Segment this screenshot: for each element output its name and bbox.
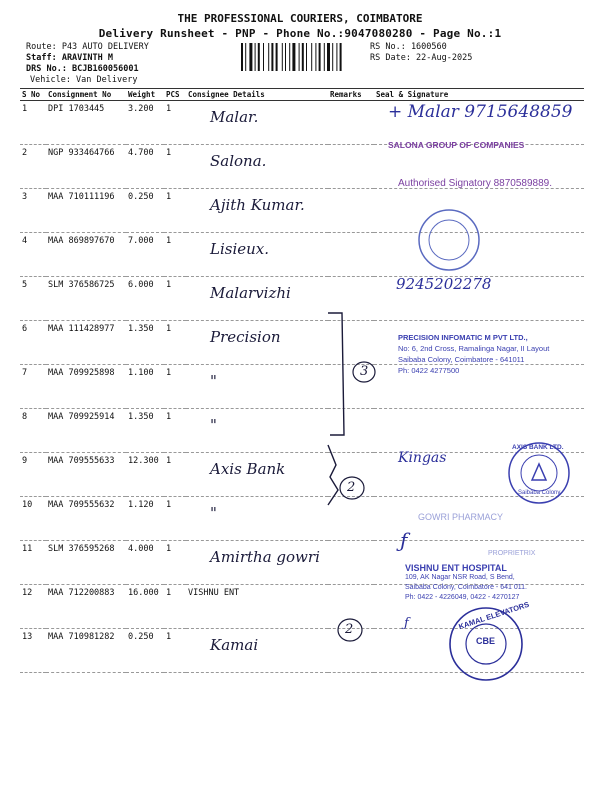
barcode-bar [315, 43, 316, 71]
barcode-bar [292, 43, 295, 71]
consignee-handwritten: Precision [210, 328, 281, 346]
barcode-bar [289, 43, 290, 71]
cell-weight: 16.000 [126, 585, 164, 629]
cell-sno: 5 [20, 277, 46, 321]
phone-row5: 9245202278 [396, 275, 492, 293]
cell-weight: 12.300 [126, 453, 164, 497]
barcode-bar [282, 43, 283, 71]
consignee-typed: VISHNU ENT [188, 588, 240, 598]
cell-sno: 6 [20, 321, 46, 365]
remarks-brackets [300, 305, 380, 645]
cell-remarks [328, 101, 374, 145]
cell-consignee [186, 101, 328, 145]
cell-pcs: 1 [164, 409, 186, 453]
consignee-handwritten: " [210, 372, 217, 390]
cell-consignment: DPI 1703445 [46, 101, 126, 145]
cell-consignment: SLM 376586725 [46, 277, 126, 321]
consignee-handwritten: Amirtha gowri [210, 548, 320, 566]
cell-pcs: 1 [164, 585, 186, 629]
barcode-bar [255, 43, 256, 71]
cell-pcs: 1 [164, 497, 186, 541]
salona-stamp: SALONA GROUP OF COMPANIES [388, 140, 525, 150]
axis-seal-sub: Saibaba Colony [518, 490, 561, 496]
cell-pcs: 1 [164, 101, 186, 145]
signature-row1: + Malar 9715648859 [388, 102, 573, 122]
staff-text: Staff: ARAVINTH M [26, 53, 113, 63]
barcode-bar [340, 43, 342, 71]
cell-consignment: NGP 933464766 [46, 145, 126, 189]
cell-weight: 3.200 [126, 101, 164, 145]
cell-consignment: MAA 709925898 [46, 365, 126, 409]
runsheet-title: Delivery Runsheet - PNP - Phone No.:9047080280 - Page No.:1 [98, 27, 502, 40]
consignee-handwritten: Axis Bank [210, 460, 286, 478]
remark-mark-3: 2 [345, 622, 354, 637]
cell-consignment: MAA 712200883 [46, 585, 126, 629]
col-remarks: Remarks [328, 89, 374, 101]
barcode-bar [324, 43, 325, 71]
cell-remarks [328, 145, 374, 189]
cell-consignment: SLM 376595268 [46, 541, 126, 585]
axis-seal-text: AXIS BANK LTD. [512, 444, 564, 451]
cell-consignee [186, 233, 328, 277]
barcode-bar [276, 43, 278, 71]
consignee-handwritten: Kamai [210, 636, 259, 654]
cell-sno: 10 [20, 497, 46, 541]
rs-number: RS No.: 1600560 [370, 42, 447, 52]
cell-pcs: 1 [164, 365, 186, 409]
cell-sno: 9 [20, 453, 46, 497]
consignee-handwritten: " [210, 416, 217, 434]
consignee-handwritten: Lisieux. [210, 240, 270, 258]
barcode-bar [306, 43, 307, 71]
cell-consignee [186, 189, 328, 233]
route-text: Route: P43 AUTO DELIVERY [26, 42, 149, 52]
col-consignment: Consignment No [46, 89, 126, 101]
cell-sno: 13 [20, 629, 46, 673]
kamal-center-text: CBE [476, 636, 496, 646]
barcode-bar [258, 43, 260, 71]
cell-weight: 0.250 [126, 189, 164, 233]
barcode-bar [327, 43, 330, 71]
remark-mark-2: 2 [347, 480, 356, 495]
consignee-handwritten: Salona. [210, 152, 267, 170]
cell-pcs: 1 [164, 321, 186, 365]
meta-right [370, 42, 472, 64]
col-sno: S No [20, 89, 46, 101]
cell-sno: 12 [20, 585, 46, 629]
consignee-handwritten: Malarvizhi [210, 284, 291, 302]
cell-weight: 1.100 [126, 365, 164, 409]
meta-left [26, 42, 149, 86]
authorised-stamp: Authorised Signatory 8870589889. [398, 178, 553, 189]
pharmacy-stamp: GOWRI PHARMACY [418, 512, 504, 522]
barcode-bar [311, 43, 312, 71]
cell-pcs: 1 [164, 453, 186, 497]
cell-weight: 0.250 [126, 629, 164, 673]
barcode-bar [285, 43, 286, 71]
cell-consignment: MAA 710981282 [46, 629, 126, 673]
barcode [240, 43, 366, 71]
table-row [20, 189, 584, 233]
cell-sno: 2 [20, 145, 46, 189]
barcode-bar [299, 43, 300, 71]
cell-pcs: 1 [164, 233, 186, 277]
barcode-bar [302, 43, 304, 71]
cell-weight: 7.000 [126, 233, 164, 277]
cell-remarks [328, 233, 374, 277]
cell-consignment: MAA 111428977 [46, 321, 126, 365]
round-seal-row4 [414, 205, 484, 275]
company-title: THE PROFESSIONAL COURIERS, COIMBATORE [177, 12, 423, 25]
remark-mark-1: 3 [360, 364, 369, 379]
cell-consignee [186, 145, 328, 189]
cell-pcs: 1 [164, 189, 186, 233]
cell-sno: 7 [20, 365, 46, 409]
barcode-bar [263, 43, 264, 71]
barcode-bar [332, 43, 333, 71]
cell-consignment: MAA 869897670 [46, 233, 126, 277]
col-seal: Seal & Signature [374, 89, 584, 101]
consignee-handwritten: " [210, 504, 217, 522]
kamal-ring-text: KAMAL ELEVATORS [457, 599, 531, 632]
barcode-bar [245, 43, 246, 71]
table-header-row [20, 89, 584, 101]
cell-sno: 1 [20, 101, 46, 145]
rs-date: RS Date: 22-Aug-2025 [370, 53, 473, 63]
barcode-bar [336, 43, 337, 71]
signature-axis: Kingas [398, 450, 447, 466]
signature-row11: ƒ [400, 528, 408, 552]
cell-consignment: MAA 709925914 [46, 409, 126, 453]
barcode-bar [249, 43, 252, 71]
barcode-bar [268, 43, 269, 71]
cell-weight: 1.120 [126, 497, 164, 541]
barcode-bar [271, 43, 273, 71]
cell-weight: 4.700 [126, 145, 164, 189]
cell-sno: 11 [20, 541, 46, 585]
cell-sno: 8 [20, 409, 46, 453]
cell-weight: 1.350 [126, 409, 164, 453]
cell-sno: 4 [20, 233, 46, 277]
consignee-handwritten: Malar. [210, 108, 259, 126]
barcode-bar [319, 43, 321, 71]
cell-weight: 4.000 [126, 541, 164, 585]
cell-consignment: MAA 710111196 [46, 189, 126, 233]
cell-consignment: MAA 709555633 [46, 453, 126, 497]
table-row [20, 233, 584, 277]
consignee-handwritten: Ajith Kumar. [210, 196, 305, 214]
barcode-bar [241, 43, 243, 71]
cell-pcs: 1 [164, 541, 186, 585]
vishnu-stamp: VISHNU ENT HOSPITAL 109, AK Nagar NSR Road, S Bend, Saibaba Colony, Coimbatore - 641 011. Ph: 0422 - 4226049, 0422 - 4270127 [405, 563, 527, 601]
proprietrix-text: PROPRIETRIX [488, 550, 536, 557]
cell-remarks [328, 189, 374, 233]
cell-pcs: 1 [164, 145, 186, 189]
signature-row13: ƒ [404, 616, 409, 631]
cell-pcs: 1 [164, 629, 186, 673]
cell-weight: 6.000 [126, 277, 164, 321]
vehicle-text: Vehicle: Van Delivery [30, 75, 138, 85]
cell-sno: 3 [20, 189, 46, 233]
cell-pcs: 1 [164, 277, 186, 321]
col-consignee: Consignee Details [186, 89, 328, 101]
precision-stamp: PRECISION INFOMATIC M PVT LTD., No: 6, 2nd Cross, Ramalinga Nagar, II Layout Saibaba Colony, Coimbatore - 641011 Ph: 0422 4277500 [398, 333, 550, 375]
col-weight: Weight [126, 89, 164, 101]
col-pcs: PCS [164, 89, 186, 101]
cell-weight: 1.350 [126, 321, 164, 365]
cell-consignment: MAA 709555632 [46, 497, 126, 541]
drs-text: DRS No.: BCJB160056001 [26, 64, 139, 74]
